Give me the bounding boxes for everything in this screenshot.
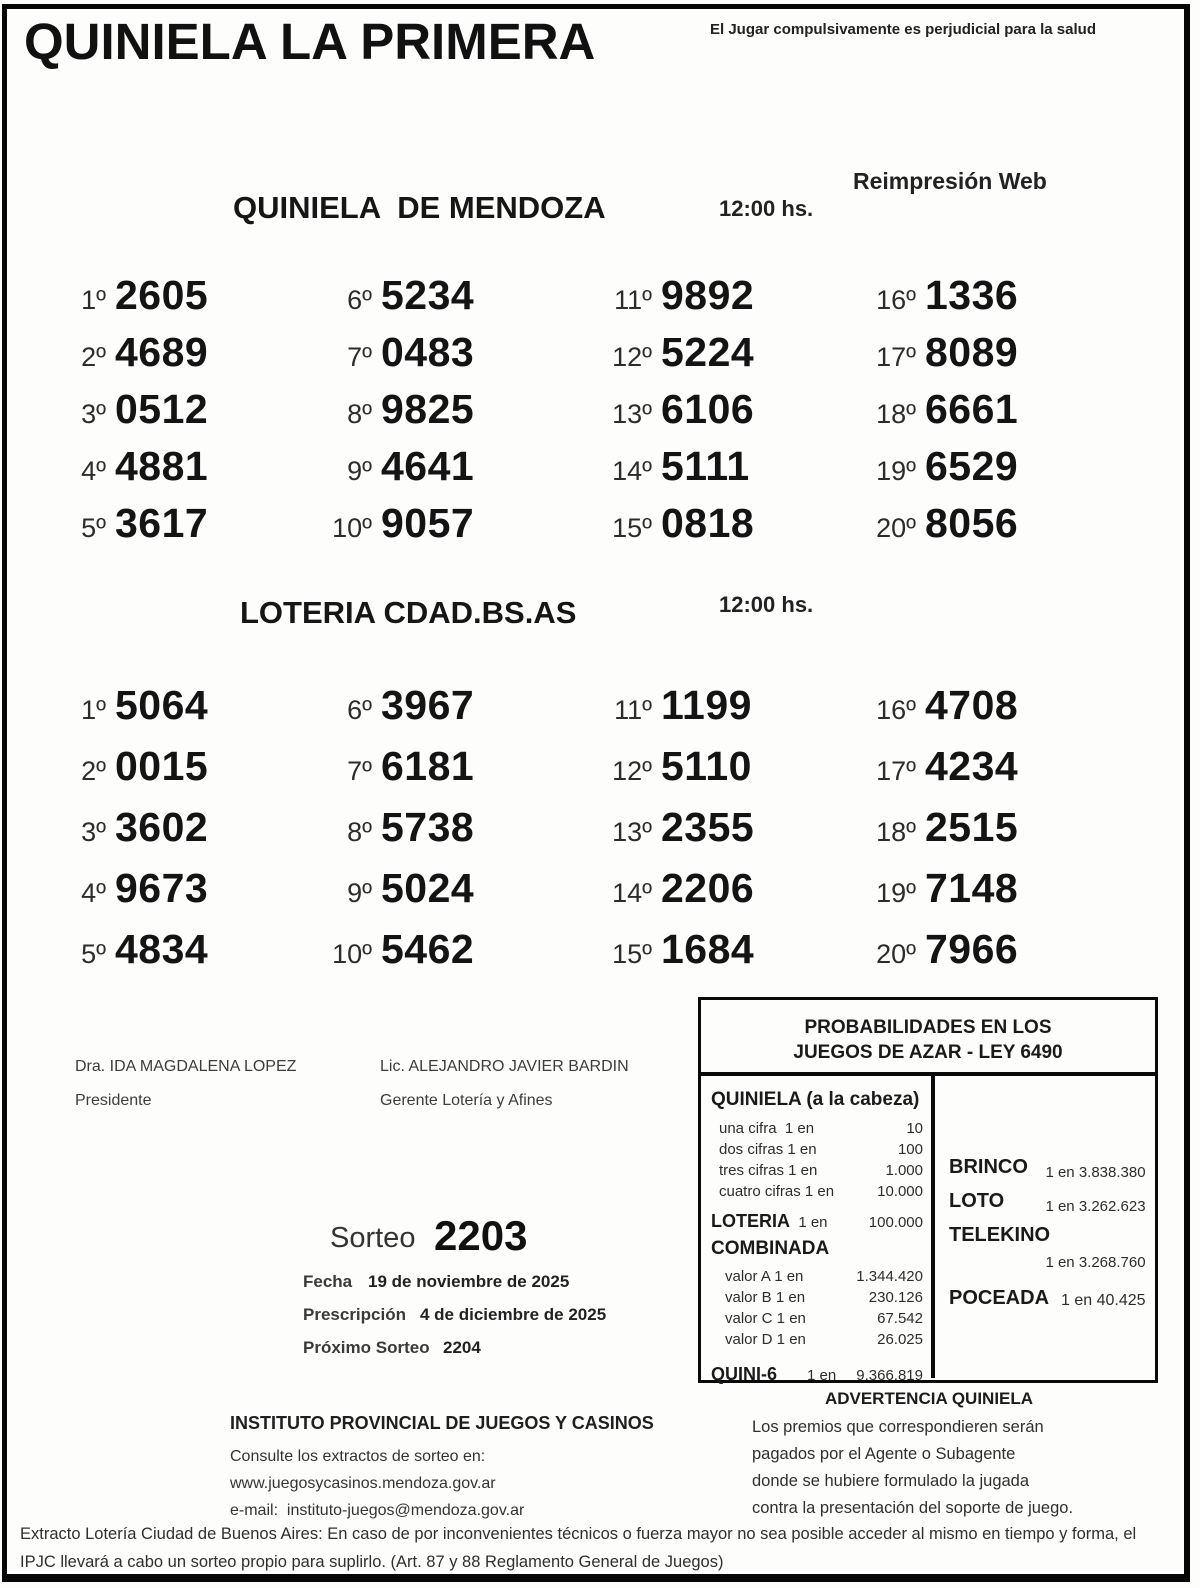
odds-row [711, 1266, 923, 1287]
result-cell [52, 386, 302, 433]
advertencia-line: pagados por el Agente o Subagente [752, 1445, 1016, 1463]
result-position: 11º [614, 285, 652, 315]
result-position: 4º [81, 878, 106, 908]
result-cell [862, 865, 1112, 912]
result-number: 6529 [925, 443, 1019, 489]
instituto-line: Consulte los extractos de sorteo en: [230, 1448, 486, 1465]
signatory-1-name: Dra. IDA MAGDALENA LOPEZ [75, 1058, 297, 1075]
odds-value: 10 [906, 1120, 923, 1137]
result-number: 9825 [381, 386, 475, 432]
result-position: 13º [612, 399, 652, 429]
bsas-draw-time: 12:00 hs. [719, 592, 814, 617]
result-cell [52, 500, 302, 547]
result-cell [318, 329, 568, 376]
instituto-line: e-mail: instituto-juegos@mendoza.gov.ar [230, 1502, 525, 1519]
result-number: 2206 [661, 865, 755, 911]
result-number: 1199 [661, 682, 752, 728]
result-cell [598, 329, 848, 376]
result-cell [318, 804, 568, 851]
result-position: 3º [81, 399, 106, 429]
odds-row [711, 1181, 923, 1202]
result-position: 2º [81, 756, 106, 786]
result-position: 10º [332, 513, 372, 543]
result-position: 12º [612, 342, 652, 372]
prescripcion-label: Prescripción [303, 1305, 406, 1324]
result-cell [598, 443, 848, 490]
odds-label: cuatro cifras 1 en [719, 1183, 835, 1200]
odds-row [711, 1308, 923, 1329]
odds-label: tres cifras 1 en [719, 1162, 818, 1179]
sorteo-label: Sorteo [330, 1222, 416, 1254]
result-cell [862, 386, 1112, 433]
result-position: 14º [612, 456, 652, 486]
combinada-odds-header: COMBINADA [711, 1238, 830, 1259]
result-number: 8089 [925, 329, 1019, 375]
result-number: 6661 [925, 386, 1019, 432]
result-number: 4689 [115, 329, 209, 375]
result-cell [862, 272, 1112, 319]
signatory-2-name: Lic. ALEJANDRO JAVIER BARDIN [380, 1058, 629, 1075]
result-position: 15º [612, 513, 652, 543]
game-odds-row [949, 1156, 1146, 1181]
result-cell [52, 926, 302, 973]
result-cell [318, 926, 568, 973]
result-cell [862, 500, 1112, 547]
result-cell [318, 272, 568, 319]
result-number: 8056 [925, 500, 1019, 546]
probabilities-title-line2: JUEGOS DE AZAR - LEY 6490 [793, 1042, 1063, 1063]
result-number: 0015 [115, 743, 209, 789]
odds-value: 100 [897, 1141, 923, 1158]
result-cell [598, 743, 848, 790]
result-position: 2º [81, 342, 106, 372]
result-cell [598, 386, 848, 433]
result-position: 20º [876, 939, 916, 969]
result-position: 7º [347, 342, 372, 372]
instituto-contact-lines [230, 1443, 524, 1524]
odds-label: valor C 1 en [725, 1310, 806, 1327]
result-position: 9º [347, 878, 372, 908]
result-number: 5234 [381, 272, 475, 318]
result-cell [598, 804, 848, 851]
page-title: QUINIELA LA PRIMERA [24, 13, 596, 70]
game-name: BRINCO [949, 1156, 1028, 1178]
odds-value: 26.025 [877, 1331, 923, 1348]
result-cell [862, 804, 1112, 851]
odds-label: valor A 1 en [725, 1268, 804, 1285]
result-position: 8º [347, 817, 372, 847]
advertencia-line: contra la presentación del soporte de juego. [752, 1499, 1074, 1517]
result-cell [862, 329, 1112, 376]
result-position: 9º [347, 456, 372, 486]
advertencia-title: ADVERTENCIA QUINIELA [824, 1389, 1034, 1408]
result-cell [52, 743, 302, 790]
footer-legal-text: Extracto Lotería Ciudad de Buenos Aires: En caso de por inconvenientes técnicos o fuerza mayor no sea posible acceder al mismo en tiempo y forma, el IPJC llevará a cabo un sorteo propio para suplirlo. (Art. 87 y 88 Reglamento General de Juegos) [20, 1525, 1137, 1571]
result-number: 0512 [115, 386, 209, 432]
result-cell [862, 682, 1112, 729]
game-name: TELEKINO [949, 1224, 1051, 1246]
result-number: 4641 [381, 443, 475, 489]
quiniela-odds-rows [711, 1118, 923, 1202]
quini6-odds-row [711, 1364, 923, 1385]
result-cell [598, 682, 848, 729]
prescripcion-value: 4 de diciembre de 2025 [420, 1305, 607, 1324]
result-number: 1336 [925, 272, 1019, 318]
odds-label: valor D 1 en [725, 1331, 806, 1348]
odds-value: 230.126 [868, 1289, 923, 1306]
mendoza-draw-time: 12:00 hs. [719, 196, 814, 221]
loteria-odds-value: 100.000 [868, 1214, 923, 1231]
advertencia-text [752, 1414, 1073, 1522]
bsas-draw-title: LOTERIA CDAD.BS.AS [240, 595, 577, 630]
result-position: 10º [332, 939, 372, 969]
result-position: 13º [612, 817, 652, 847]
result-cell [318, 743, 568, 790]
result-cell [598, 272, 848, 319]
result-cell [52, 682, 302, 729]
odds-label: una cifra 1 en [719, 1120, 815, 1137]
result-number: 2355 [661, 804, 755, 850]
result-position: 7º [347, 756, 372, 786]
result-number: 9673 [115, 865, 209, 911]
probabilities-box [698, 997, 1158, 1383]
result-number: 5064 [115, 682, 209, 728]
result-number: 5462 [381, 926, 475, 972]
result-position: 14º [612, 878, 652, 908]
quiniela-odds-header: QUINIELA (a la cabeza) [711, 1089, 920, 1110]
health-warning-text: El Jugar compulsivamente es perjudicial para la salud [710, 21, 1096, 38]
result-cell [52, 329, 302, 376]
result-position: 18º [876, 399, 916, 429]
result-position: 16º [876, 285, 916, 315]
odds-row [711, 1139, 923, 1160]
result-position: 17º [876, 756, 916, 786]
odds-value: 10.000 [877, 1183, 923, 1200]
result-number: 5738 [381, 804, 475, 850]
result-number: 7966 [925, 926, 1019, 972]
result-number: 9057 [381, 500, 475, 546]
result-number: 5224 [661, 329, 755, 375]
result-number: 6106 [661, 386, 755, 432]
result-position: 20º [876, 513, 916, 543]
result-number: 1684 [661, 926, 755, 972]
result-number: 3967 [381, 682, 475, 728]
game-odds-value: 1 en 3.268.760 [1045, 1254, 1146, 1271]
result-position: 19º [876, 456, 916, 486]
result-position: 17º [876, 342, 916, 372]
fecha-value: 19 de noviembre de 2025 [368, 1272, 570, 1291]
result-cell [598, 500, 848, 547]
advertencia-line: donde se hubiere formulado la jugada [752, 1472, 1030, 1490]
odds-value: 1.344.420 [856, 1268, 923, 1285]
result-number: 5110 [661, 743, 752, 789]
result-number: 2515 [925, 804, 1019, 850]
proximo-sorteo-value: 2204 [443, 1338, 481, 1357]
probabilities-left-column [701, 1076, 935, 1384]
result-number: 0818 [661, 500, 755, 546]
odds-row [711, 1118, 923, 1139]
loteria-odds-name: LOTERIA [711, 1211, 790, 1231]
result-position: 1º [81, 695, 106, 725]
result-position: 6º [347, 695, 372, 725]
instituto-line: www.juegosycasinos.mendoza.gov.ar [230, 1475, 496, 1492]
combinada-odds-rows [711, 1266, 923, 1350]
bsas-results-grid [0, 682, 1200, 982]
result-number: 3617 [115, 500, 209, 546]
result-number: 4708 [925, 682, 1019, 728]
result-position: 6º [347, 285, 372, 315]
game-name: LOTO [949, 1190, 1005, 1212]
result-position: 12º [612, 756, 652, 786]
probabilities-title-line1: PROBABILIDADES EN LOS [804, 1017, 1052, 1038]
result-number: 7148 [925, 865, 1019, 911]
game-odds-row [949, 1287, 1146, 1310]
result-cell [598, 865, 848, 912]
game-name: POCEADA [949, 1287, 1050, 1309]
result-cell [862, 743, 1112, 790]
result-cell [862, 926, 1112, 973]
game-odds-value: 1 en 40.425 [1061, 1291, 1146, 1309]
result-position: 8º [347, 399, 372, 429]
result-cell [52, 865, 302, 912]
quini6-odds-value: 9.366.819 [856, 1367, 923, 1384]
loteria-odds-mid: 1 en [790, 1214, 828, 1231]
result-cell [318, 443, 568, 490]
game-odds-row [949, 1224, 1146, 1247]
sorteo-number: 2203 [434, 1212, 528, 1259]
result-number: 3602 [115, 804, 209, 850]
mendoza-draw-title: QUINIELA DE MENDOZA [233, 190, 606, 225]
result-position: 5º [81, 939, 106, 969]
result-position: 16º [876, 695, 916, 725]
odds-row [711, 1160, 923, 1181]
odds-row [711, 1329, 923, 1350]
result-cell [318, 682, 568, 729]
result-position: 3º [81, 817, 106, 847]
result-number: 9892 [661, 272, 755, 318]
game-odds-row [949, 1190, 1146, 1215]
result-position: 11º [614, 695, 652, 725]
result-number: 6181 [381, 743, 475, 789]
probabilities-right-column [935, 1076, 1158, 1378]
reprint-web-label: Reimpresión Web [853, 168, 1047, 194]
advertencia-line: Los premios que correspondieren serán [752, 1418, 1044, 1436]
fecha-label: Fecha [303, 1272, 353, 1291]
result-number: 2605 [115, 272, 209, 318]
odds-value: 1.000 [885, 1162, 923, 1179]
loteria-odds-row [711, 1211, 923, 1232]
proximo-sorteo-label: Próximo Sorteo [303, 1338, 430, 1357]
signatory-1-role: Presidente [75, 1092, 152, 1109]
game-odds-value: 1 en 3.262.623 [1045, 1198, 1146, 1215]
result-cell [318, 500, 568, 547]
odds-label: valor B 1 en [725, 1289, 806, 1306]
probabilities-title [701, 1000, 1155, 1076]
result-number: 4881 [115, 443, 209, 489]
result-number: 0483 [381, 329, 475, 375]
game-odds-value: 1 en 3.838.380 [1045, 1164, 1146, 1181]
odds-value: 67.542 [877, 1310, 923, 1327]
result-cell [862, 443, 1112, 490]
result-number: 4234 [925, 743, 1019, 789]
result-position: 1º [81, 285, 106, 315]
result-number: 5111 [661, 443, 750, 489]
result-number: 5024 [381, 865, 475, 911]
result-position: 18º [876, 817, 916, 847]
result-position: 19º [876, 878, 916, 908]
instituto-name: INSTITUTO PROVINCIAL DE JUEGOS Y CASINOS [230, 1413, 654, 1433]
result-cell [318, 865, 568, 912]
result-cell [52, 443, 302, 490]
mendoza-results-grid [0, 272, 1200, 562]
odds-label: dos cifras 1 en [719, 1141, 817, 1158]
result-position: 4º [81, 456, 106, 486]
result-cell [318, 386, 568, 433]
result-cell [52, 272, 302, 319]
result-position: 5º [81, 513, 106, 543]
result-cell [598, 926, 848, 973]
result-position: 15º [612, 939, 652, 969]
result-cell [52, 804, 302, 851]
result-number: 4834 [115, 926, 209, 972]
quini6-odds-mid: 1 en [807, 1367, 837, 1384]
quini6-odds-name: QUINI-6 [711, 1364, 778, 1384]
signatory-2-role: Gerente Lotería y Afines [380, 1092, 553, 1109]
odds-row [711, 1287, 923, 1308]
